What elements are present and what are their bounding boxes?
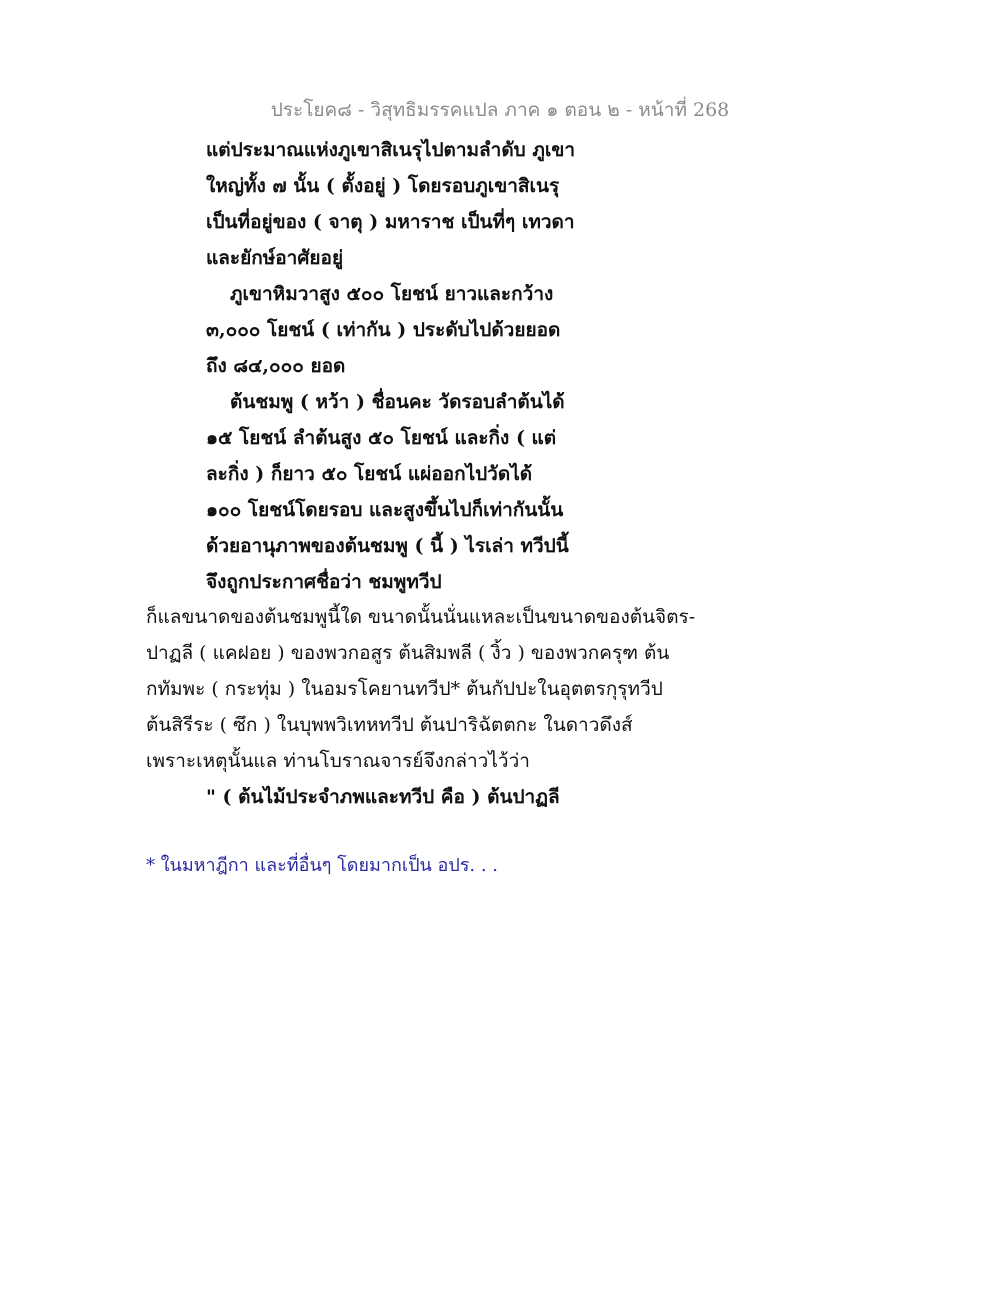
page-header: ประโยค๘ - วิสุทธิมรรคแปล ภาค ๑ ตอน ๒ - หน้าที่ 268	[270, 99, 730, 121]
verse-line: เป็นที่อยู่ของ ( จาตุ ) มหาราช เป็นที่ๆ เทวดา	[206, 211, 575, 233]
prose-line: กทัมพะ ( กระทุ่ม ) ในอมรโคยานทวีป* ต้นกัปปะในอุตตรกุรุทวีป	[146, 678, 663, 700]
prose-line: เพราะเหตุนั้นแล ท่านโบราณจารย์จึงกล่าวไว้ว่า	[146, 750, 530, 772]
verse-line: และยักษ์อาศัยอยู่	[206, 247, 344, 269]
verse-line: ละกิ่ง ) ก็ยาว ๕๐ โยชน์ แผ่ออกไปวัดได้	[206, 463, 533, 485]
verse-line: ต้นชมพู ( หว้า ) ชื่อนคะ วัดรอบลำต้นได้	[230, 391, 565, 413]
closing-verse-line: " ( ต้นไม้ประจำภพและทวีป คือ ) ต้นปาฏลี	[206, 786, 560, 808]
verse-line: ภูเขาหิมวาสูง ๕๐๐ โยชน์ ยาวและกว้าง	[230, 283, 554, 305]
prose-line: ก็แลขนาดของต้นชมพูนี้ใด ขนาดนั้นนั่นแหละเป็นขนาดของต้นจิตร-	[146, 606, 696, 628]
prose-line: ต้นสิรีระ ( ซึก ) ในบุพพวิเทหทวีป ต้นปาริฉัตตกะ ในดาวดึงส์	[146, 714, 633, 736]
verse-line: จึงถูกประกาศชื่อว่า ชมพูทวีป	[206, 571, 442, 593]
prose-block	[146, 599, 846, 779]
footnote: * ในมหาฎีกา และที่อื่นๆ โดยมากเป็น อปร. . .	[146, 855, 499, 876]
verse-block	[206, 132, 766, 600]
verse-line: ด้วยอานุภาพของต้นชมพู ( นี้ ) ไรเล่า ทวีปนี้	[206, 535, 569, 557]
verse-line: ถึง ๘๔,๐๐๐ ยอด	[206, 355, 346, 377]
verse-line: ๑๕ โยชน์ ลำต้นสูง ๕๐ โยชน์ และกิ่ง ( แต่	[206, 427, 557, 449]
verse-line: ๑๐๐ โยชน์โดยรอบ และสูงขึ้นไปก็เท่ากันนั้น	[206, 499, 564, 521]
prose-line: ปาฏลี ( แคฝอย ) ของพวกอสูร ต้นสิมพลี ( งิ้ว ) ของพวกครุฑ ต้น	[146, 642, 670, 664]
verse-line: ใหญ่ทั้ง ๗ นั้น ( ตั้งอยู่ ) โดยรอบภูเขาสิเนรุ	[206, 175, 560, 197]
verse-line: แต่ประมาณแห่งภูเขาสิเนรุไปตามลำดับ ภูเขา	[206, 139, 576, 161]
verse-line: ๓,๐๐๐ โยชน์ ( เท่ากัน ) ประดับไปด้วยยอด	[206, 319, 561, 341]
